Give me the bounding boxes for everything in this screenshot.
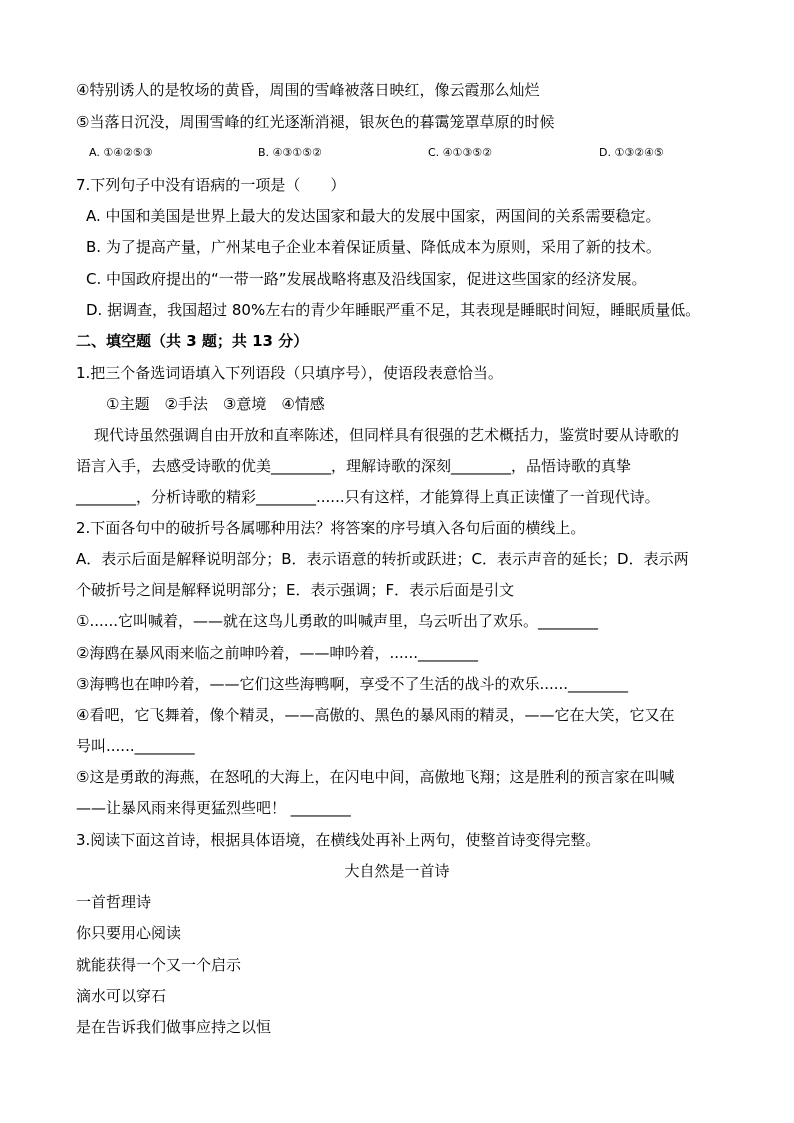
poem-line-2: 你只要用心阅读 (76, 924, 182, 942)
poem-line-1: 一首哲理诗 (76, 893, 152, 911)
fill-q1-para-line-1: 现代诗虽然强调自由开放和直率陈述，但同样具有很强的艺术概括力，鉴赏时要从诗歌的 (94, 426, 680, 444)
fill-q2-sentence-1: ①......它叫喊着，——就在这鸟儿勇敢的叫喊声里，乌云听出了欢乐。________ (76, 612, 599, 630)
q6-option-d: D. ①③②④⑤ (599, 146, 664, 159)
fill-q2-stem: 2.下面各句中的破折号各属哪种用法？将答案的序号填入各句后面的横线上。 (76, 519, 586, 537)
fill-q1-choices: ①主题 ②手法 ③意境 ④情感 (106, 395, 325, 413)
q6-item-5: ⑤当落日沉没，周围雪峰的红光逐渐消褪，银灰色的暮霭笼罩草原的时候 (76, 113, 555, 131)
q6-option-c: C. ④①③⑤② (428, 146, 492, 159)
q6-option-a: A. ①④②⑤③ (89, 146, 153, 159)
fill-q2-sentence-5-line-1: ⑤这是勇敢的海燕，在怒吼的大海上，在闪电中间，高傲地飞翔；这是胜利的预言家在叫喊 (76, 768, 675, 786)
fill-q2-legend-line-1: A．表示后面是解释说明部分；B．表示语意的转折或跃进；C．表示声音的延长；D．表示两 (76, 550, 689, 568)
fill-q1-para-line-3: ________，分析诗歌的精彩________......只有这样，才能算得上真正读懂了一首现代诗。 (76, 488, 660, 506)
fill-q1-stem: 1.把三个备选词语填入下列语段（只填序号），使语段表意恰当。 (76, 364, 503, 382)
q6-option-b: B. ④③①⑤② (258, 146, 322, 159)
fill-q2-sentence-4-line-1: ④看吧，它飞舞着，像个精灵，——高傲的、黑色的暴风雨的精灵，——它在大笑，它又在 (76, 706, 675, 724)
fill-q2-sentence-3: ③海鸭也在呻吟着，——它们这些海鸭啊，享受不了生活的战斗的欢乐......________ (76, 675, 629, 693)
poem-line-4: 滴水可以穿石 (76, 987, 167, 1005)
fill-q1-para-line-2: 语言入手，去感受诗歌的优美________，理解诗歌的深刻________，品悟诗歌的真挚 (76, 457, 632, 475)
q6-item-4: ④特别诱人的是牧场的黄昏，周围的雪峰被落日映红，像云霞那么灿烂 (76, 81, 540, 99)
q7-option-b: B. 为了提高产量，广州某电子企业本着保证质量、降低成本为原则，采用了新的技术。 (86, 238, 661, 256)
fill-q2-legend-line-2: 个破折号之间是解释说明部分；E．表示强调；F．表示后面是引文 (76, 581, 515, 599)
fill-q2-sentence-2: ②海鸥在暴风雨来临之前呻吟着，——呻吟着，......________ (76, 644, 479, 662)
fill-q2-sentence-4-line-2: 号叫......________ (76, 737, 195, 755)
q7-stem: 7.下列句子中没有语病的一项是（ ） (76, 176, 346, 194)
q7-option-c: C. 中国政府提出的“一带一路”发展战略将惠及沿线国家，促进这些国家的经济发展。 (86, 270, 647, 288)
section-2-title: 二、填空题（共 3 题；共 13 分） (76, 332, 309, 350)
fill-q2-sentence-5-line-2: ——让暴风雨来得更猛烈些吧！ ________ (76, 799, 351, 817)
poem-title: 大自然是一首诗 (344, 862, 450, 880)
q7-option-a: A. 中国和美国是世界上最大的发达国家和最大的发展中国家，两国间的关系需要稳定。 (86, 207, 661, 225)
poem-line-3: 就能获得一个又一个启示 (76, 956, 242, 974)
fill-q3-stem: 3.阅读下面这首诗，根据具体语境，在横线处再补上两句，使整首诗变得完整。 (76, 831, 601, 849)
q7-option-d: D. 据调查，我国超过 80%左右的青少年睡眠严重不足，其表现是睡眠时间短，睡眠质量低。 (86, 301, 701, 319)
poem-line-5: 是在告诉我们做事应持之以恒 (76, 1018, 272, 1036)
